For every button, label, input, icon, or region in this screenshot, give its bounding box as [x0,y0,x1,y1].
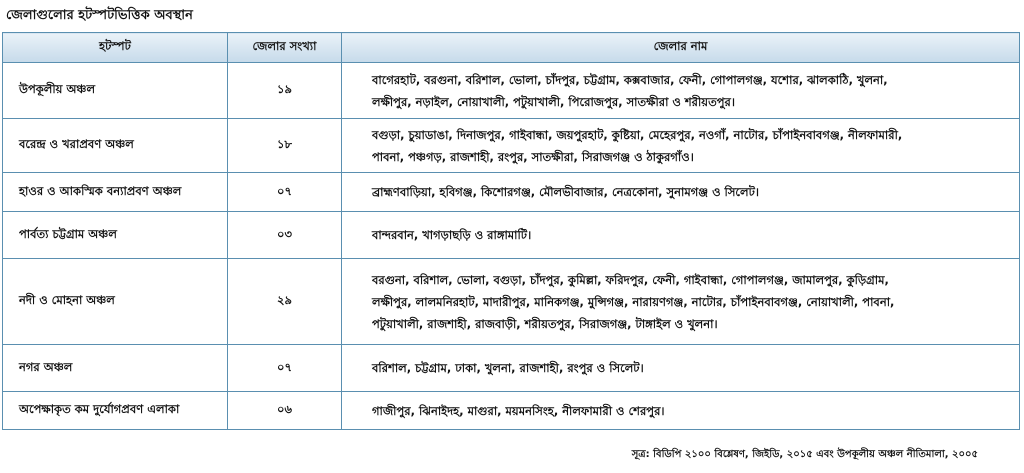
district-names-cell [342,173,1020,212]
district-names-cell [342,259,1020,345]
district-count-cell: ০৭ [228,345,342,392]
district-names-cell [342,212,1020,259]
header-hotspot: হটস্পট [3,33,228,63]
hotspot-cell: নগর অঞ্চল [3,345,228,392]
table-row [3,345,1020,392]
district-names-line: বাগেরহাট, বরগুনা, বরিশাল, ভোলা, চাঁদপুর, চট্টগ্রাম, কক্সবাজার, ফেনী, গোপালগঞ্জ, যশোর, ঝালকাঠি, খুলনা, [372,72,888,87]
table-row [3,63,1020,119]
hotspot-cell: বরেন্দ্র ও খরাপ্রবণ অঞ্চল [3,119,228,173]
header-district-names: জেলার নাম [342,33,1020,63]
district-names-line: গাজীপুর, ঝিনাইদহ, মাগুরা, ময়মনসিংহ, নীলফামারী ও শেরপুর। [372,403,665,418]
district-names-line: পটুয়াখালী, রাজশাহী, রাজবাড়ী, শরীয়তপুর, সিরাজগঞ্জ, টাঙ্গাইল ও খুলনা। [372,316,718,331]
table-row [3,392,1020,430]
header-row [3,33,1020,63]
hotspot-cell: নদী ও মোহনা অঞ্চল [3,259,228,345]
table-row [3,259,1020,345]
district-names-cell [342,119,1020,173]
district-count-cell: ০৬ [228,392,342,430]
district-names-cell [342,345,1020,392]
hotspot-table [2,32,1020,430]
table-row [3,173,1020,212]
hotspot-cell: পার্বত্য চট্টগ্রাম অঞ্চল [3,212,228,259]
district-names-line: ব্রাহ্মণবাড়িয়া, হবিগঞ্জ, কিশোরগঞ্জ, মৌলভীবাজার, নেত্রকোনা, সুনামগঞ্জ ও সিলেট। [372,185,760,199]
table-row [3,212,1020,259]
district-names-line: বরগুনা, বরিশাল, ভোলা, বগুড়া, চাঁদপুর, কুমিল্লা, ফরিদপুর, ফেনী, গাইবান্ধা, গোপালগঞ্জ, জামালপুর, কুড়িগ্রাম, [372,272,889,287]
district-names-line: বগুড়া, চুয়াডাঙা, দিনাজপুর, গাইবান্ধা, জয়পুরহাট, কুষ্টিয়া, মেহেরপুর, নওগাঁ, নাটোর, চাঁপাইনবাবগঞ্জ, নীলফামারী, [372,127,903,142]
table-row [3,119,1020,173]
header-district-count: জেলার সংখ্যা [228,33,342,63]
hotspot-cell: উপকূলীয় অঞ্চল [3,63,228,119]
district-count-cell: ০৩ [228,212,342,259]
hotspot-cell: হাওর ও আকস্মিক বন্যাপ্রবণ অঞ্চল [3,173,228,212]
district-names-line: পাবনা, পঞ্চগড়, রাজশাহী, রংপুর, সাতক্ষীরা, সিরাজগঞ্জ ও ঠাকুরগাঁও। [372,149,694,164]
district-names-line: বান্দরবান, খাগড়াছড়ি ও রাঙ্গামাটি। [372,228,532,242]
district-names-line: বরিশাল, চট্টগ্রাম, ঢাকা, খুলনা, রাজশাহী, রংপুর ও সিলেট। [372,361,644,375]
page-title: জেলাগুলোর হটস্পটভিত্তিক অবস্থান [6,8,193,23]
table-body [3,63,1020,430]
district-count-cell: ০৭ [228,173,342,212]
district-count-cell: ২৯ [228,259,342,345]
source-note: সূত্র: বিডিপি ২১০০ বিশ্লেষণ, জিইডি, ২০১৫ এবং উপকূলীয় অঞ্চল নীতিমালা, ২০০৫ [631,449,978,460]
district-names-cell [342,63,1020,119]
district-names-cell [342,392,1020,430]
district-names-line: লক্ষীপুর, লালমনিরহাট, মাদারীপুর, মানিকগঞ্জ, মুন্সিগঞ্জ, নারায়ণগঞ্জ, নাটোর, চাঁপাইনবাবগঞ্জ, নোয়াখালী, পাবনা, [372,294,895,309]
district-count-cell: ১৮ [228,119,342,173]
table-header [3,33,1020,63]
district-names-line: লক্ষীপুর, নড়াইল, নোয়াখালী, পটুয়াখালী, পিরোজপুর, সাতক্ষীরা ও শরীয়তপুর। [372,94,735,109]
hotspot-cell: অপেক্ষাকৃত কম দুর্যোগপ্রবণ এলাকা [3,392,228,430]
district-count-cell: ১৯ [228,63,342,119]
